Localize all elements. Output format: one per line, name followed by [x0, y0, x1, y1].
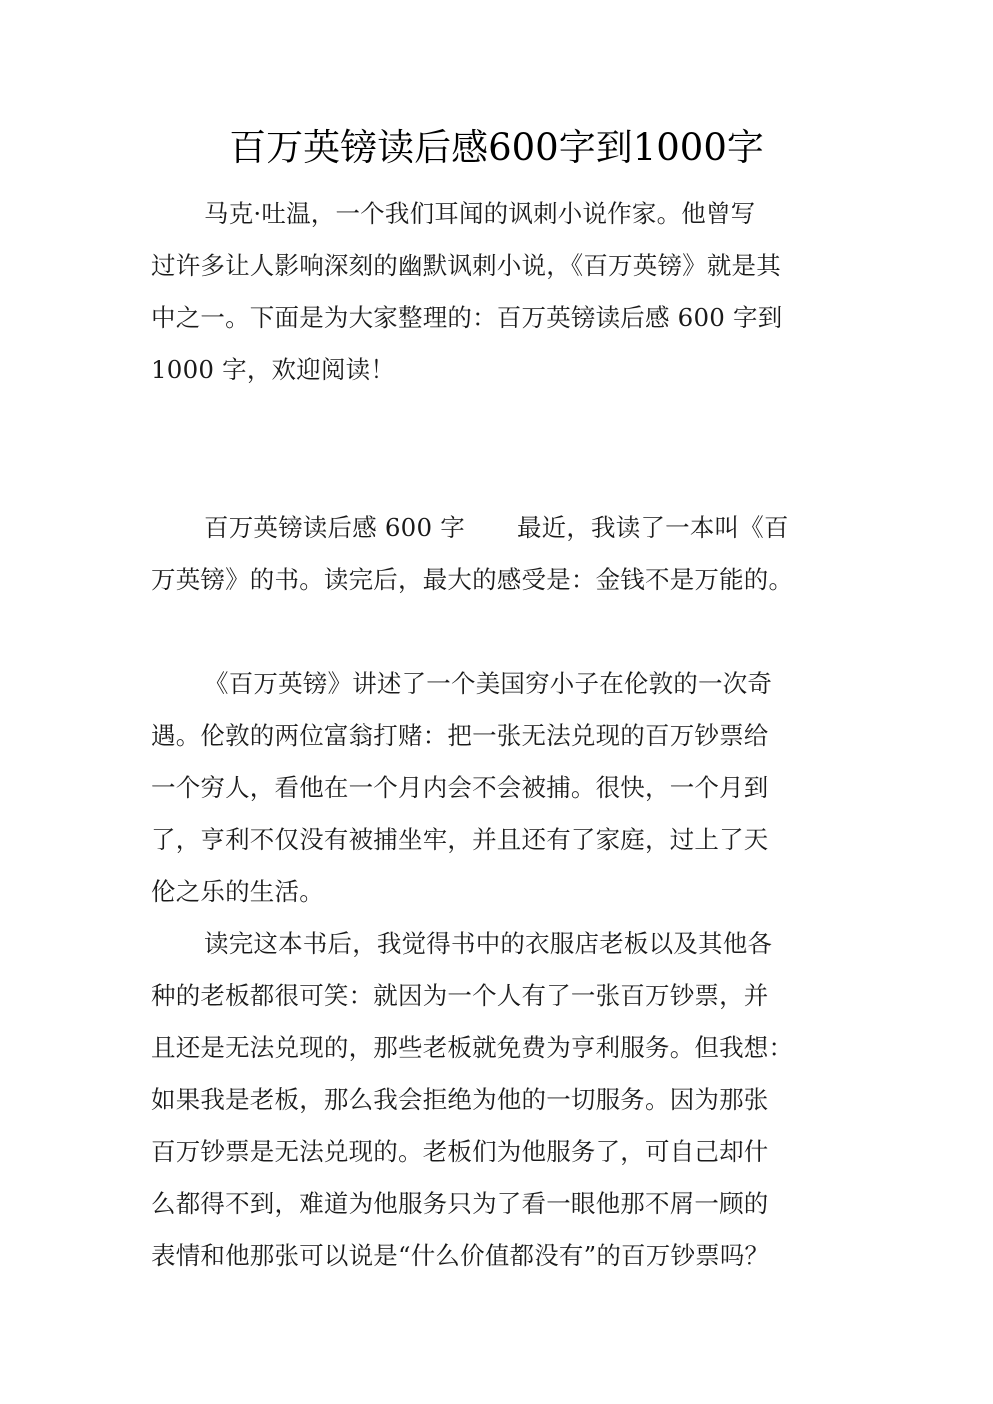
text-line: 且还是无法兑现的，那些老板就免费为亨利服务。但我想：: [151, 1033, 794, 1062]
text-line: 万英镑》的书。读完后，最大的感受是：金钱不是万能的。: [151, 565, 794, 594]
text-line: 遇。伦敦的两位富翁打赌：把一张无法兑现的百万钞票给: [151, 721, 769, 750]
text-line: 表情和他那张可以说是“什么价值都没有”的百万钞票吗？: [151, 1241, 770, 1270]
text-line: 过许多让人影响深刻的幽默讽刺小说，《百万英镑》就是其: [151, 251, 781, 280]
text-line: 1000 字，欢迎阅读！: [151, 355, 396, 384]
text-line: 读完这本书后，我觉得书中的衣服店老板以及其他各: [204, 929, 773, 958]
text-line: 一个穷人，看他在一个月内会不会被捕。很快，一个月到: [151, 773, 769, 802]
section-heading: 百万英镑读后感 600 字: [204, 513, 465, 542]
text-line: 《百万英镑》讲述了一个美国穷小子在伦敦的一次奇: [204, 669, 773, 698]
text-line: 种的老板都很可笑：就因为一个人有了一张百万钞票，并: [151, 981, 769, 1010]
text-line: [151, 508, 894, 548]
text-line: 了，亨利不仅没有被捕坐牢，并且还有了家庭，过上了天: [151, 825, 769, 854]
text-line: 百万钞票是无法兑现的。老板们为他服务了，可自己却什: [151, 1137, 769, 1166]
text-line: 伦之乐的生活。: [151, 877, 324, 906]
document-title: 百万英镑读后感600字到1000字: [229, 126, 764, 169]
text-line: 如果我是老板，那么我会拒绝为他的一切服务。因为那张: [151, 1085, 769, 1114]
text-line: 么都得不到，难道为他服务只为了看一眼他那不屑一顾的: [151, 1189, 769, 1218]
text-line: 马克·吐温，一个我们耳闻的讽刺小说作家。他曾写: [204, 199, 756, 228]
section-first-sentence: 最近，我读了一本叫《百: [516, 513, 789, 542]
text-line: 中之一。下面是为大家整理的：百万英镑读后感 600 字到: [151, 303, 783, 332]
